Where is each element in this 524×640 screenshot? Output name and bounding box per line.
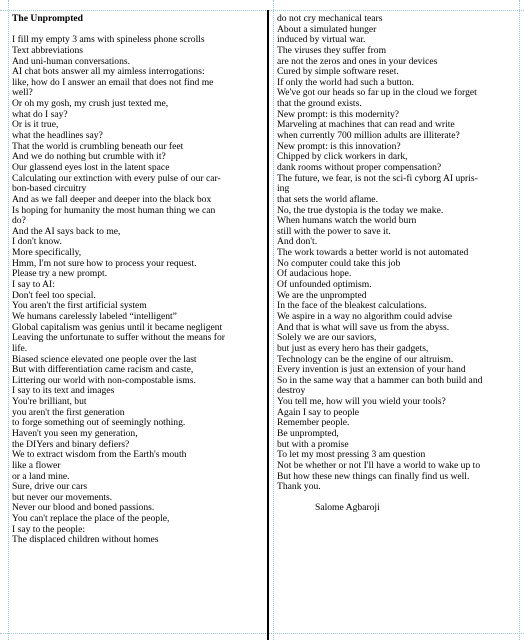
poem-line: New prompt: is this innovation? xyxy=(277,140,401,152)
poem-author: Salome Agbaroji xyxy=(315,502,380,514)
poem-line: like a flower xyxy=(12,459,61,471)
poem-line: The future, we fear, is not the sci-fi cyborg AI upris- xyxy=(277,172,478,184)
poem-line: bon-based circuitry xyxy=(12,183,87,195)
poem-line: Don't feel too special. xyxy=(12,289,96,301)
poem-line: And that is what will save us from the abyss. xyxy=(277,321,450,333)
poem-line: We aspire in a way no algorithm could advise xyxy=(277,310,453,322)
poem-line: You can't replace the place of the people, xyxy=(12,513,170,525)
poem-line: And we do nothing but crumble with it? xyxy=(12,151,166,163)
poem-line: are not the zeros and ones in your devices xyxy=(277,55,438,67)
poem-line: well? xyxy=(12,87,33,99)
poem-line: We humans carelessly labeled “intelligent” xyxy=(12,310,177,322)
poem-line: like, how do I answer an email that does not find me xyxy=(12,76,214,88)
poem-line: The displaced children without homes xyxy=(12,534,159,546)
poem-line: Is hoping for humanity the most human thing we can xyxy=(12,204,216,216)
poem-line: Biased science elevated one people over the last xyxy=(12,353,197,365)
poem-line: And the AI says back to me, xyxy=(12,225,121,237)
right-poem-lines xyxy=(277,14,521,493)
poem-line: We to extract wisdom from the Earth's mouth xyxy=(12,449,187,461)
poem-line: Leaving the unfortunate to suffer without the means for xyxy=(12,332,225,344)
poem-line: No, the true dystopia is the today we make. xyxy=(277,204,444,216)
poem-line: Never our blood and boned passions. xyxy=(12,502,155,514)
poem-line: that the ground exists. xyxy=(277,98,362,110)
poem-line: that sets the world aflame. xyxy=(277,193,378,205)
poem-line: Hmm, I'm not sure how to process your request. xyxy=(12,257,197,269)
poem-line: ing xyxy=(277,183,290,195)
poem-line: Chipped by click workers in dark, xyxy=(277,151,408,163)
poem-line: or a land mine. xyxy=(12,470,70,482)
poem-line: I say to AI: xyxy=(12,279,55,291)
poem-line: Sure, drive our cars xyxy=(12,481,88,493)
poem-line: to forge something out of seemingly nothing. xyxy=(12,417,186,429)
right-column xyxy=(277,14,521,514)
poem-line: you aren't the first generation xyxy=(12,406,125,418)
poem-line: Thank you. xyxy=(277,481,321,493)
poem-line: And don't. xyxy=(277,236,318,248)
poem-line: In the face of the bleakest calculations. xyxy=(277,300,427,312)
poem-line: About a simulated hunger xyxy=(277,23,377,35)
poem-line: AI chat bots answer all my aimless interrogations: xyxy=(12,66,205,78)
poem-line: When humans watch the world burn xyxy=(277,215,417,227)
poem-line: Or oh my gosh, my crush just texted me, xyxy=(12,98,169,110)
poem-line: what the headlines say? xyxy=(12,130,103,142)
poem-line: New prompt: is this modernity? xyxy=(277,108,400,120)
poem-line: destroy xyxy=(277,385,306,397)
poem-line: but never our movements. xyxy=(12,491,113,503)
poem-title: The Unprompted xyxy=(12,13,83,24)
poem-line: do not cry mechanical tears xyxy=(277,13,383,24)
guide-line-bottom xyxy=(0,633,524,634)
poem-line: You aren't the first artificial system xyxy=(12,300,147,312)
poem-line: No computer could take this job xyxy=(277,257,401,269)
poem-line: I say to its text and images xyxy=(12,385,115,397)
poem-line: what do I say? xyxy=(12,108,68,120)
poem-line: But how these new things can finally find us well. xyxy=(277,470,470,482)
guide-line-top xyxy=(0,10,524,11)
poem-line: Solely we are our saviors, xyxy=(277,332,377,344)
poem-line: The work towards a better world is not automated xyxy=(277,247,469,259)
poem-line: So in the same way that a hammer can both build and xyxy=(277,374,483,386)
column-divider xyxy=(267,10,269,640)
poem-line: Of unfounded optimism. xyxy=(277,279,372,291)
poem-line: And as we fall deeper and deeper into the black box xyxy=(12,193,212,205)
poem-line: Not be whether or not I'll have a world to wake up to xyxy=(277,459,481,471)
poem-line: We are the unprompted xyxy=(277,289,367,301)
left-poem-lines xyxy=(12,35,264,546)
poem-line: Text abbreviations xyxy=(12,44,83,56)
guide-line-middle xyxy=(273,0,274,640)
poem-line: Be unprompted, xyxy=(277,427,339,439)
poem-line: induced by virtual war. xyxy=(277,34,366,46)
poem-line: Every invention is just an extension of your hand xyxy=(277,364,466,376)
poem-line: dank rooms without proper compensation? xyxy=(277,161,442,173)
poem-line: still with the power to save it. xyxy=(277,225,391,237)
poem-line: I fill my empty 3 ams with spineless phone scrolls xyxy=(12,34,205,46)
poem-line: Calculating our extinction with every pulse of our car- xyxy=(12,172,221,184)
poem-line: Again I say to people xyxy=(277,406,360,418)
poem-line: The viruses they suffer from xyxy=(277,44,387,56)
poem-line: Or is it true, xyxy=(12,119,59,131)
poem-line: You're brilliant, but xyxy=(12,396,87,408)
poem-line: but with a promise xyxy=(277,438,349,450)
poem-line: Cured by simple software reset. xyxy=(277,66,399,78)
poem-line: Please try a new prompt. xyxy=(12,268,108,280)
guide-line-left xyxy=(8,0,9,640)
poem-line: To let my most pressing 3 am question xyxy=(277,449,426,461)
poem-line: Littering our world with non-compostable isms. xyxy=(12,374,196,386)
poem-line: We've got our heads so far up in the cloud we forget xyxy=(277,87,477,99)
poem-line: Technology can be the engine of our altruism. xyxy=(277,353,454,365)
poem-line: Marveling at machines that can read and write xyxy=(277,119,455,131)
poem-line: That the world is crumbling beneath our feet xyxy=(12,140,184,152)
poem-line: but just as every hero has their gadgets, xyxy=(277,342,429,354)
poem-line: do? xyxy=(12,215,26,227)
left-column xyxy=(12,14,264,546)
poem-line: Global capitalism was genius until it became negligent xyxy=(12,321,223,333)
poem-line: Remember people. xyxy=(277,417,350,429)
poem-line: You tell me, how will you wield your tools? xyxy=(277,396,446,408)
poem-line: the DIYers and binary defiers? xyxy=(12,438,130,450)
poem-line: Our glassend eyes lost in the latent space xyxy=(12,161,170,173)
poem-line: when currently 700 million adults are illiterate? xyxy=(277,130,460,142)
poem-line: Of audacious hope. xyxy=(277,268,352,280)
poem-line: But with differentiation came racism and caste, xyxy=(12,364,194,376)
poem-line: If only the world had such a button. xyxy=(277,76,414,88)
poem-line: More specifically, xyxy=(12,247,82,259)
poem-line: I say to the people: xyxy=(12,523,85,535)
poem-line: I don't know. xyxy=(12,236,62,248)
author-spacer xyxy=(277,493,521,504)
poem-line: Haven't you seen my generation, xyxy=(12,427,138,439)
poem-line: And uni-human conversations. xyxy=(12,55,131,67)
poem-line: life. xyxy=(12,342,28,354)
